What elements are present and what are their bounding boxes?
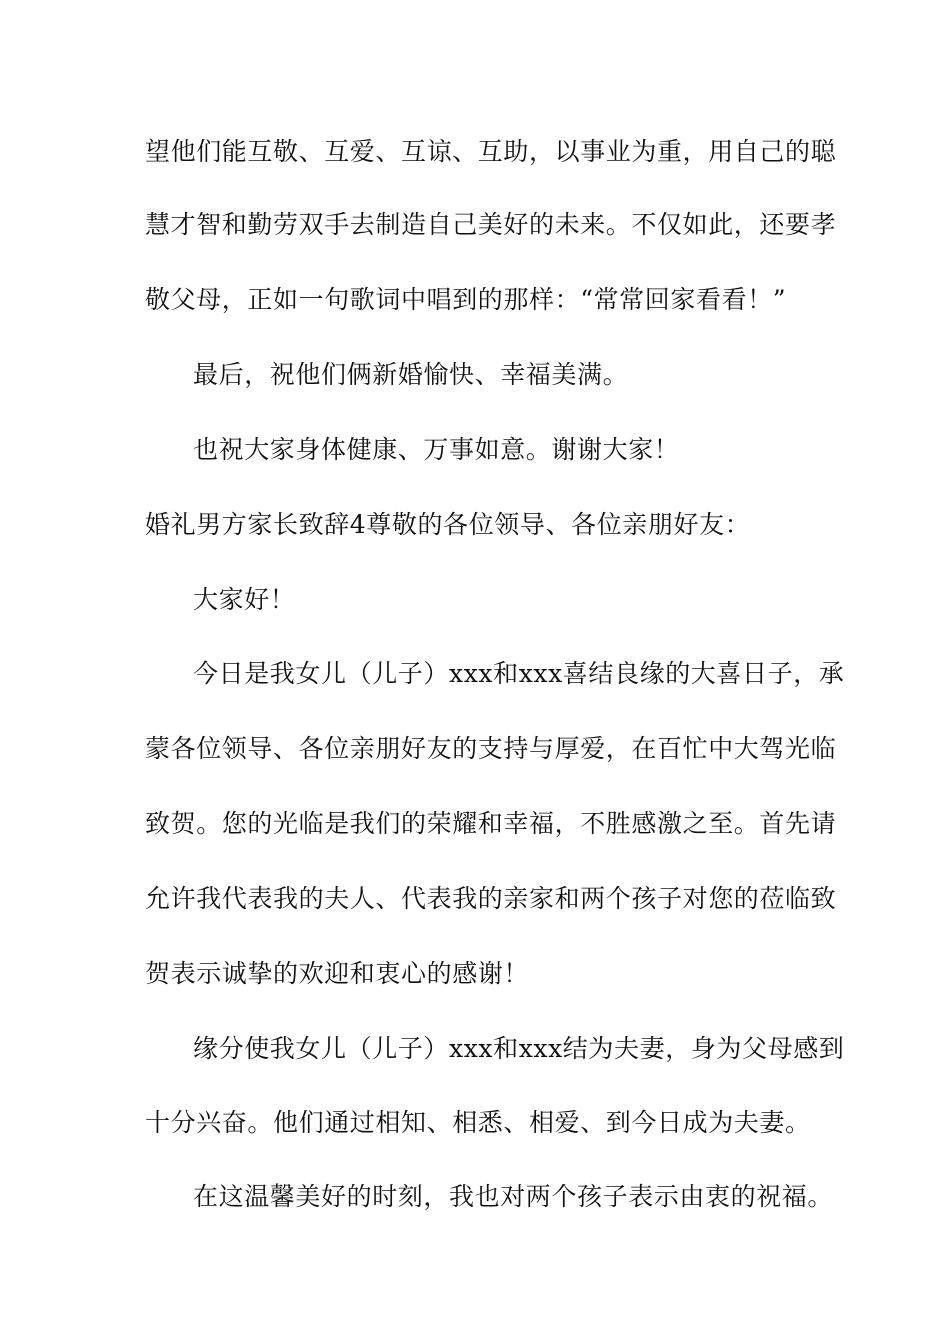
text-line: 望他们能互敬、互爱、互谅、互助，以事业为重，用自己的聪 — [145, 137, 837, 166]
text-line: 慧才智和勤劳双手去制造自己美好的未来。不仅如此，还要孝 — [145, 210, 837, 239]
text-line: 贺表示诚挚的欢迎和衷心的感谢！ — [145, 959, 530, 988]
text-line: 十分兴奋。他们通过相知、相悉、相爱、到今日成为夫妻。 — [145, 1108, 811, 1137]
paragraph-line: 在这温馨美好的时刻，我也对两个孩子表示由衷的祝福。 — [193, 1182, 834, 1211]
paragraph-line: 最后，祝他们俩新婚愉快、幸福美满。 — [193, 360, 629, 389]
section-heading-line: 婚礼男方家长致辞4尊敬的各位领导、各位亲朋好友： — [145, 510, 751, 539]
text-line: 敬父母，正如一句歌词中唱到的那样：“常常回家看看！” — [145, 285, 787, 314]
paragraph-line: 也祝大家身体健康、万事如意。谢谢大家！ — [193, 435, 680, 464]
text-line: 蒙各位领导、各位亲朋好友的支持与厚爱，在百忙中大驾光临 — [145, 734, 837, 763]
paragraph-line: 缘分使我女儿（儿子）xxx和xxx结为夫妻，身为父母感到 — [193, 1034, 845, 1063]
text-line: 允许我代表我的夫人、代表我的亲家和两个孩子对您的莅临致 — [145, 884, 837, 913]
greeting-line: 大家好！ — [193, 585, 296, 614]
paragraph-line: 今日是我女儿（儿子）xxx和xxx喜结良缘的大喜日子，承 — [193, 659, 845, 688]
text-line: 致贺。您的光临是我们的荣耀和幸福，不胜感激之至。首先请 — [145, 809, 837, 838]
